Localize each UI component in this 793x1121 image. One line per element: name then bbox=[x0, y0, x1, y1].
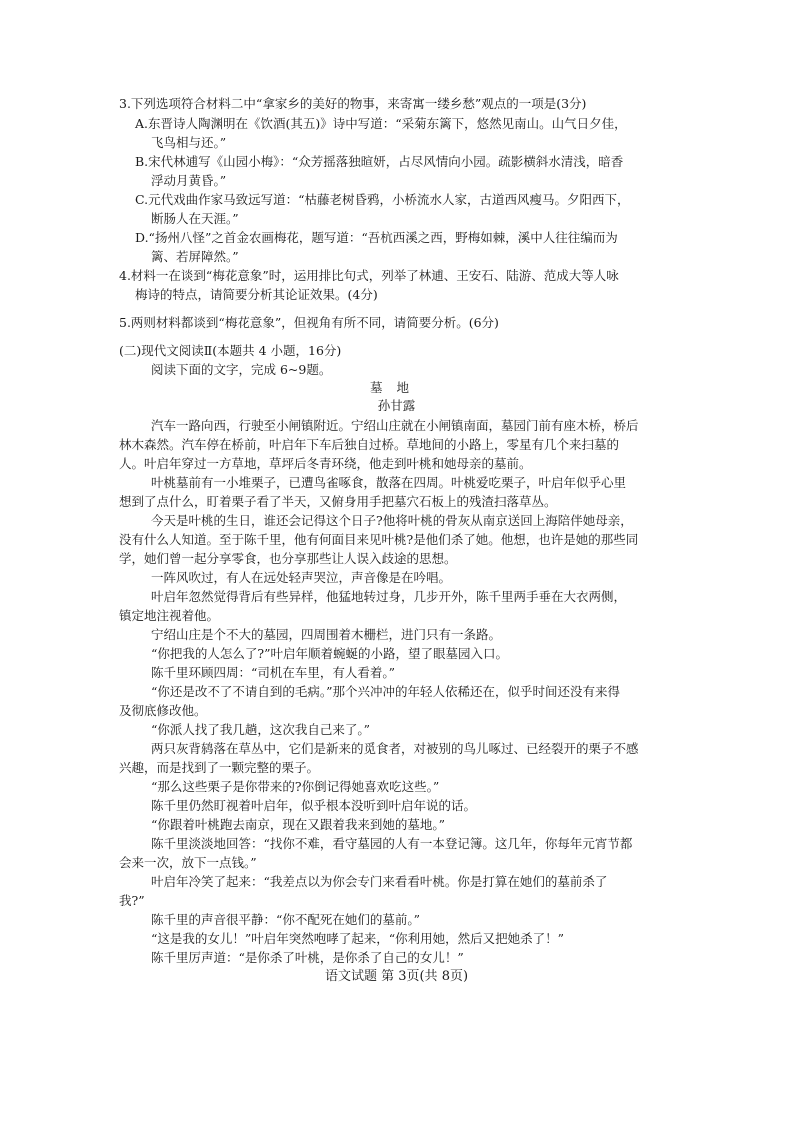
story-line: 镇定地注视着他。 bbox=[119, 608, 220, 623]
story-line: 兴趣，而是找到了一颗完整的栗子。 bbox=[119, 760, 320, 775]
story-line: 陈千里淡淡地回答：“找你不难，看守墓园的人有一本登记簿。这几年，你每年元宵节都 bbox=[151, 836, 633, 851]
story-line: 我?” bbox=[119, 893, 145, 908]
story-line: 陈千里的声音很平静：“你不配死在她们的墓前。” bbox=[151, 912, 421, 927]
option-c-line-1: C.元代戏曲作家马致远写道：“枯藤老树昏鸦，小桥流水人家，古道西风瘦马。夕阳西下， bbox=[135, 192, 630, 207]
story-line: 汽车一路向西，行驶至小闸镇附近。宁绍山庄就在小闸镇南面，墓园门前有座木桥，桥后 bbox=[151, 418, 639, 433]
story-line: 林木森然。汽车停在桥前，叶启年下车后独自过桥。草地间的小路上，零星有几个来扫墓的 bbox=[119, 437, 620, 452]
question-5: 5.两则材料都谈到“梅花意象”，但视角有所不同，请简要分析。(6分) bbox=[119, 315, 499, 330]
story-line: 会来一次，放下一点钱。” bbox=[119, 855, 257, 870]
story-line: 学，她们曾一起分享零食，也分享那些让人误入歧途的思想。 bbox=[119, 551, 457, 566]
section-heading: (二)现代文阅读Ⅱ(本题共 4 小题，16分) bbox=[119, 343, 342, 358]
story-line: “你派人找了我几趟，这次我自己来了。” bbox=[151, 722, 371, 737]
story-title: 墓地 bbox=[369, 380, 423, 395]
story-line: 宁绍山庄是个不大的墓园，四周围着木栅栏，进门只有一条路。 bbox=[151, 627, 502, 642]
option-d-line-1: D.“扬州八怪”之首金农画梅花，题写道：“吾杭西溪之西，野梅如棘，溪中人往往编而为 bbox=[135, 230, 618, 245]
story-line: 陈千里厉声道：“是你杀了叶桃，是你杀了自己的女儿！” bbox=[151, 950, 464, 965]
story-line: 陈千里仍然盯视着叶启年，似乎根本没听到叶启年说的话。 bbox=[151, 798, 477, 813]
question-3-stem: 3.下列选项符合材料二中“拿家乡的美好的物事，来寄寓一缕乡愁”观点的一项是(3分) bbox=[119, 96, 587, 111]
story-author: 孙甘露 bbox=[377, 398, 416, 413]
story-line: 一阵风吹过，有人在远处轻声哭泣，声音像是在吟唱。 bbox=[151, 570, 452, 585]
question-4-line-2: 梅诗的特点，请简要分析其论证效果。(4分) bbox=[135, 287, 378, 302]
story-line: 没有什么人知道。至于陈千里，他有何面目来见叶桃?是他们杀了她。他想，也许是她的那些同 bbox=[119, 532, 639, 547]
story-line: “这是我的女儿！”叶启年突然咆哮了起来，“你利用她，然后又把她杀了！” bbox=[151, 931, 565, 946]
story-line: “你跟着叶桃跑去南京，现在又跟着我来到她的墓地。” bbox=[151, 817, 446, 832]
story-line: 陈千里环顾四周：“司机在车里，有人看着。” bbox=[151, 665, 396, 680]
story-line: 叶启年忽然觉得背后有些异样，他猛地转过身，几步开外，陈千里两手垂在大衣两侧， bbox=[151, 589, 627, 604]
story-line: 今天是叶桃的生日，谁还会记得这个日子?他将叶桃的骨灰从南京送回上海陪伴她母亲， bbox=[151, 513, 633, 528]
story-line: 想到了点什么，盯着栗子看了半天，又俯身用手把墓穴石板上的残渣扫落草丛。 bbox=[119, 494, 557, 509]
story-line: 人。叶启年穿过一方草地，草坪后冬青环绕，他走到叶桃和她母亲的墓前。 bbox=[119, 456, 532, 471]
story-line: 叶启年冷笑了起来：“我差点以为你会专门来看看叶桃。你是打算在她们的墓前杀了 bbox=[151, 874, 608, 889]
story-line: 叶桃墓前有一小堆栗子，已遭鸟雀啄食，散落在四周。叶桃爱吃栗子，叶启年似乎心里 bbox=[151, 475, 627, 490]
story-line: 两只灰背鸫落在草丛中，它们是新来的觅食者，对被别的鸟儿啄过、已经裂开的栗子不感 bbox=[151, 741, 639, 756]
option-a-line-2: 飞鸟相与还。” bbox=[151, 135, 227, 150]
option-a-line-1: A.东晋诗人陶渊明在《饮酒(其五)》诗中写道：“采菊东篱下，悠然见南山。山气日夕佳， bbox=[135, 116, 627, 131]
story-line: “你把我的人怎么了?”叶启年顺着蜿蜒的小路，望了眼墓园入口。 bbox=[151, 646, 508, 661]
story-line: 及彻底修改他。 bbox=[119, 703, 207, 718]
story-line: “那么这些栗子是你带来的?你倒记得她喜欢吃这些。” bbox=[151, 779, 440, 794]
story-line: “你还是改不了不请自到的毛病。”那个兴冲冲的年轻人依稀还在，似乎时间还没有来得 bbox=[151, 684, 621, 699]
option-b-line-1: B.宋代林逋写《山园小梅》：“众芳摇落独暄妍，占尽风情向小园。疏影横斜水清浅，暗香 bbox=[135, 154, 624, 169]
option-d-line-2: 篱、若屏障然。” bbox=[151, 249, 239, 264]
option-c-line-2: 断肠人在天涯。” bbox=[151, 211, 239, 226]
question-4-line-1: 4.材料一在谈到“梅花意象”时，运用排比句式，列举了林逋、王安石、陆游、范成大等人咏 bbox=[119, 268, 619, 283]
page-footer: 语文试题 第 3页(共 8页) bbox=[324, 969, 469, 984]
option-b-line-2: 浮动月黄昏。” bbox=[151, 173, 227, 188]
section-instruction: 阅读下面的文字，完成 6~9题。 bbox=[151, 362, 332, 377]
